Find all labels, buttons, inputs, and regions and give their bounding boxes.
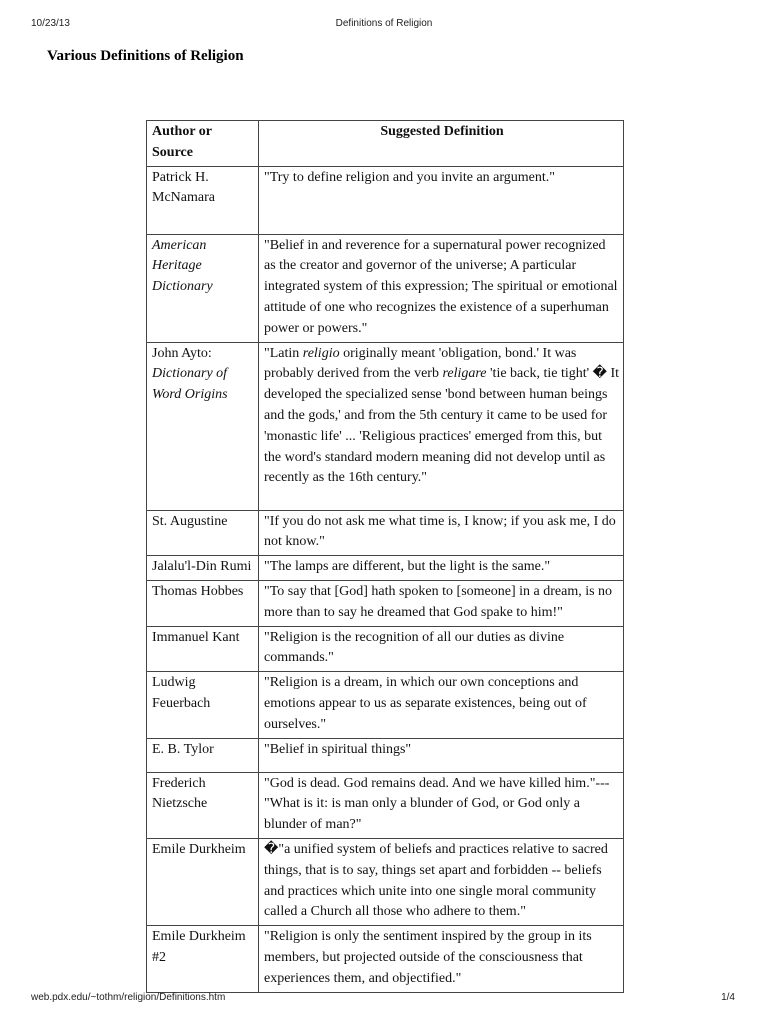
table-row	[147, 166, 624, 234]
definition-cell: �"a unified system of beliefs and practices relative to sacred things, that is to say, things set apart and forbidden -- beliefs and practices which unite into one single moral community called a Church all those who adhere to them."	[259, 838, 624, 925]
table-row	[147, 342, 624, 510]
definition-text: 'tie back, tie tight' � It developed the specialized sense 'bond between human beings and the gods,' and from the 5th century it came to be used for 'monastic life' ... 'Religious practices' emerged from this, but the word's standard modern meaning did not develop until as recently as the 16th century."	[264, 366, 620, 486]
table-row	[147, 672, 624, 738]
author-cell: Immanuel Kant	[147, 626, 259, 672]
author-cell	[147, 234, 259, 342]
definition-text: "Latin	[264, 345, 303, 361]
definition-cell: "Religion is a dream, in which our own conceptions and emotions appear to us as separate existences, being out of ourselves."	[259, 672, 624, 738]
table-header-row	[147, 121, 624, 167]
page-url: web.pdx.edu/~tothm/religion/Definitions.htm	[31, 992, 226, 1003]
page-number: 1/4	[721, 992, 735, 1003]
definitions-table	[146, 120, 624, 993]
table-row	[147, 510, 624, 556]
author-cell: Patrick H. McNamara	[147, 166, 259, 234]
page-title: Various Definitions of Religion	[47, 48, 244, 64]
author-italic: Dictionary of Word Origins	[152, 366, 228, 403]
definition-cell: "Belief in and reverence for a supernatural power recognized as the creator and governor of the universe; A particular integrated system of this expression; The spiritual or emotional attitude of one who recognizes the existence of a superhuman power or powers."	[259, 234, 624, 342]
definition-cell: "To say that [God] hath spoken to [someone] in a dream, is no more than to say he dreamed that God spake to him!"	[259, 580, 624, 626]
table-row	[147, 556, 624, 581]
column-header-definition: Suggested Definition	[259, 121, 624, 167]
definition-cell: "Religion is only the sentiment inspired by the group in its members, but projected outside of the consciousness that experiences them, and objectified."	[259, 926, 624, 992]
author-cell	[147, 342, 259, 510]
print-header-title: Definitions of Religion	[335, 18, 433, 29]
definition-cell	[259, 342, 624, 510]
author-name: John Ayto:	[152, 345, 212, 361]
table-row	[147, 838, 624, 925]
latin-term: religare	[442, 366, 487, 382]
author-cell: Emile Durkheim	[147, 838, 259, 925]
author-cell: Jalalu'l-Din Rumi	[147, 556, 259, 581]
table-row	[147, 926, 624, 992]
definition-cell: "The lamps are different, but the light is the same."	[259, 556, 624, 581]
author-italic: American Heritage Dictionary	[152, 237, 213, 295]
author-cell: Frederich Nietzsche	[147, 772, 259, 838]
author-cell: E. B. Tylor	[147, 738, 259, 772]
author-cell: Thomas Hobbes	[147, 580, 259, 626]
definition-cell: "Try to define religion and you invite an argument."	[259, 166, 624, 234]
definition-cell: "God is dead. God remains dead. And we have killed him."---"What is it: is man only a blunder of God, or God only a blunder of man?"	[259, 772, 624, 838]
print-date: 10/23/13	[31, 18, 70, 29]
definition-text: originally meant 'obligation, bond.' It was probably derived from the verb	[264, 345, 577, 382]
author-cell: Ludwig Feuerbach	[147, 672, 259, 738]
table-row	[147, 626, 624, 672]
latin-term: religio	[302, 345, 340, 361]
column-header-author: Author or Source	[147, 121, 259, 167]
definition-cell: "If you do not ask me what time is, I know; if you ask me, I do not know."	[259, 510, 624, 556]
table-row	[147, 772, 624, 838]
table-row	[147, 738, 624, 772]
author-cell: Emile Durkheim #2	[147, 926, 259, 992]
author-cell: St. Augustine	[147, 510, 259, 556]
definition-cell: "Religion is the recognition of all our duties as divine commands."	[259, 626, 624, 672]
table-row	[147, 580, 624, 626]
definition-cell: "Belief in spiritual things"	[259, 738, 624, 772]
table-row	[147, 234, 624, 342]
